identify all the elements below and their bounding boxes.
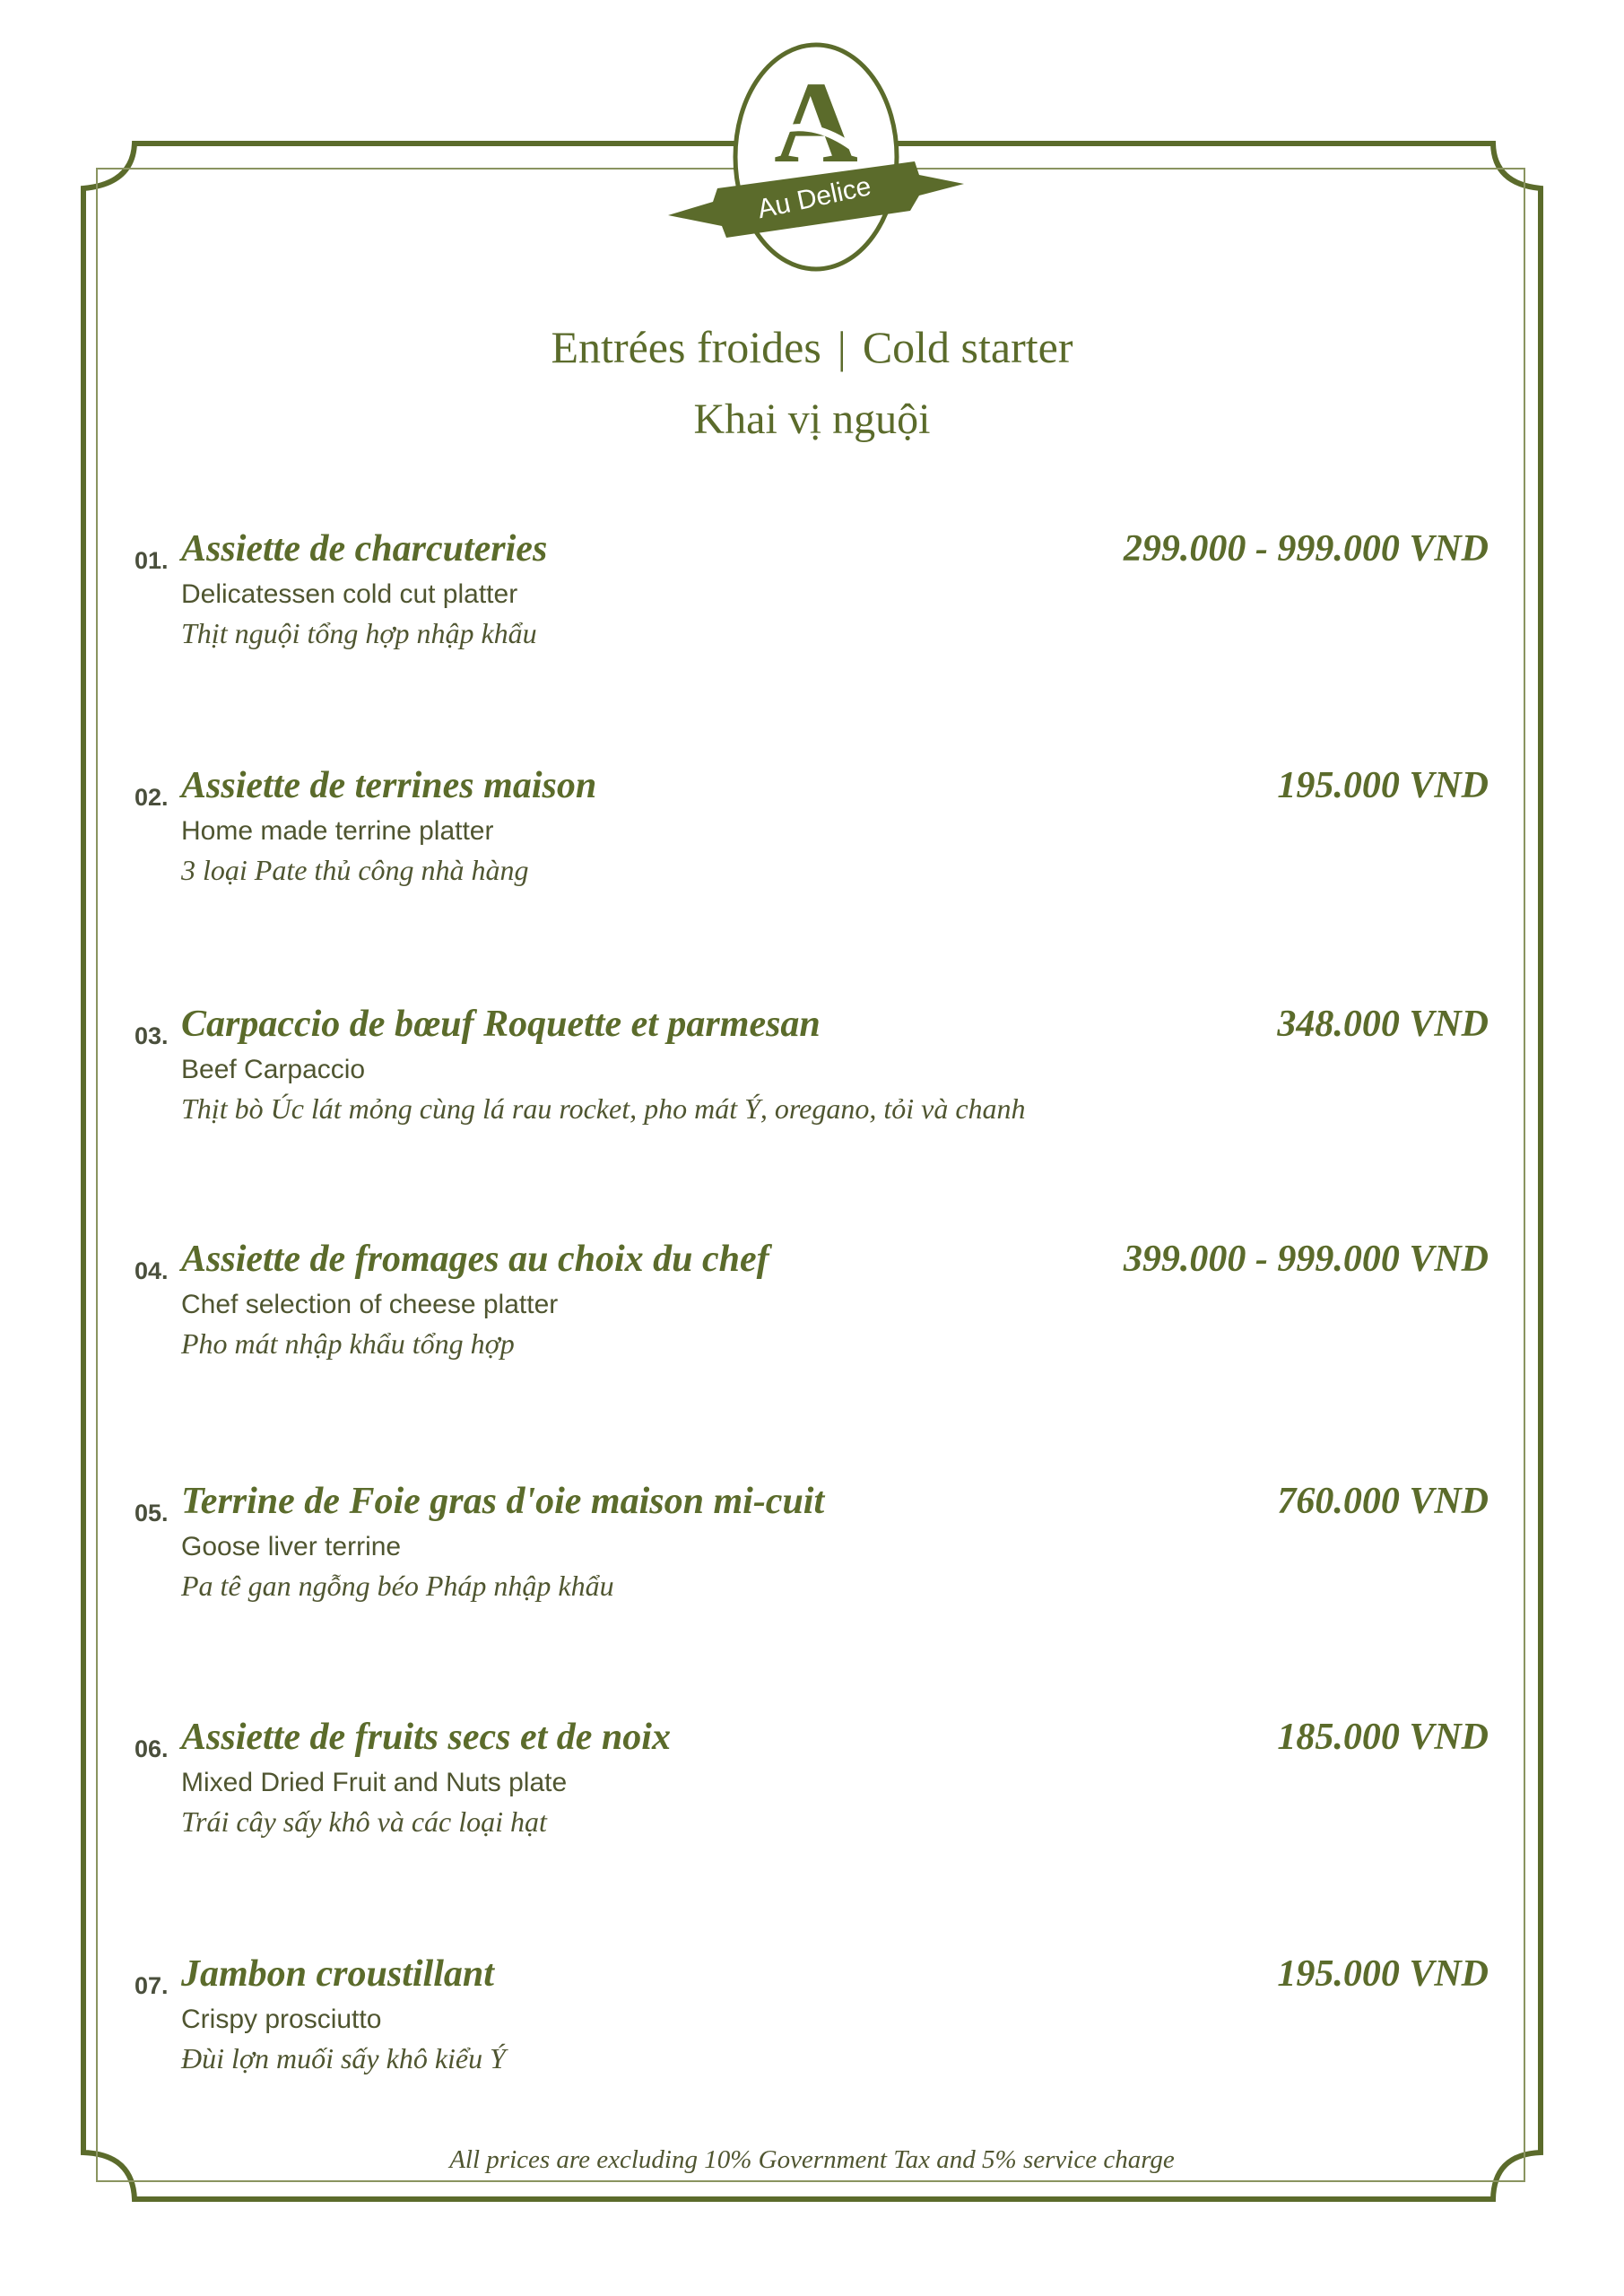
item-name-en: Mixed Dried Fruit and Nuts plate [181,1768,568,1797]
item-price: 195.000 VND [1277,765,1489,806]
item-name-vi: Trái cây sấy khô và các loại hạt [181,1805,547,1838]
menu-item-04 [135,1238,1489,1390]
outer-frame-border [83,144,1541,2199]
section-subtitle-vi: Khai vị nguội [693,396,931,443]
au-delice-logo [664,27,968,287]
item-name-en: Beef Carpaccio [181,1055,366,1084]
menu-item-06 [135,1716,1489,1868]
logo-letter: A [774,58,858,187]
item-number: 05. [135,1500,169,1526]
item-price: 185.000 VND [1277,1717,1489,1758]
item-name-en: Goose liver terrine [181,1532,402,1561]
item-name-vi: 3 loại Pate thủ công nhà hàng [181,854,529,886]
item-number: 07. [135,1972,169,1999]
item-price: 760.000 VND [1277,1481,1489,1522]
item-name-vi: Đùi lợn muối sấy khô kiểu Ý [181,2042,506,2074]
item-number: 06. [135,1735,169,1762]
item-name-en: Chef selection of cheese platter [181,1290,559,1319]
menu-item-02 [135,764,1489,917]
item-number: 01. [135,547,169,574]
item-price: 399.000 - 999.000 VND [1123,1239,1489,1280]
item-name-en: Delicatessen cold cut platter [181,579,518,609]
item-number: 04. [135,1257,169,1284]
item-price: 195.000 VND [1277,1953,1489,1995]
menu-item-03 [135,1003,1489,1155]
logo-ribbon-text: Au Delice [754,171,874,225]
item-name-vi: Thịt bò Úc lát mỏng cùng lá rau rocket, pho mát Ý, oregano, tỏi và chanh [181,1092,1026,1125]
item-name-fr: Assiette de charcuteries [181,528,548,570]
item-name-fr: Assiette de fromages au choix du chef [181,1239,769,1280]
title-fr: Entrées froides [551,322,821,372]
item-name-vi: Pa tê gan ngỗng béo Pháp nhập khẩu [181,1570,614,1602]
item-name-fr: Assiette de fruits secs et de noix [181,1717,671,1758]
item-price: 299.000 - 999.000 VND [1123,528,1489,570]
item-number: 03. [135,1022,169,1049]
item-number: 02. [135,784,169,811]
item-name-fr: Terrine de Foie gras d'oie maison mi-cuit [181,1481,825,1522]
item-name-vi: Thịt nguội tổng hợp nhập khẩu [181,617,537,649]
item-name-fr: Carpaccio de bœuf Roquette et parmesan [181,1004,821,1045]
menu-item-05 [135,1480,1489,1632]
section-title [0,321,1624,373]
tax-footnote: All prices are excluding 10% Government Tax and 5% service charge [449,2145,1175,2174]
inner-frame-border [97,169,1524,2181]
item-name-vi: Pho mát nhập khẩu tổng hợp [181,1327,515,1360]
item-name-en: Crispy prosciutto [181,2005,382,2034]
menu-item-07 [135,1952,1489,2105]
item-name-fr: Assiette de terrines maison [181,765,597,806]
title-separator: | [837,322,847,372]
item-name-fr: Jambon croustillant [181,1953,494,1995]
title-en: Cold starter [862,322,1073,372]
menu-item-01 [135,527,1489,680]
item-price: 348.000 VND [1277,1004,1489,1045]
item-name-en: Home made terrine platter [181,816,494,846]
